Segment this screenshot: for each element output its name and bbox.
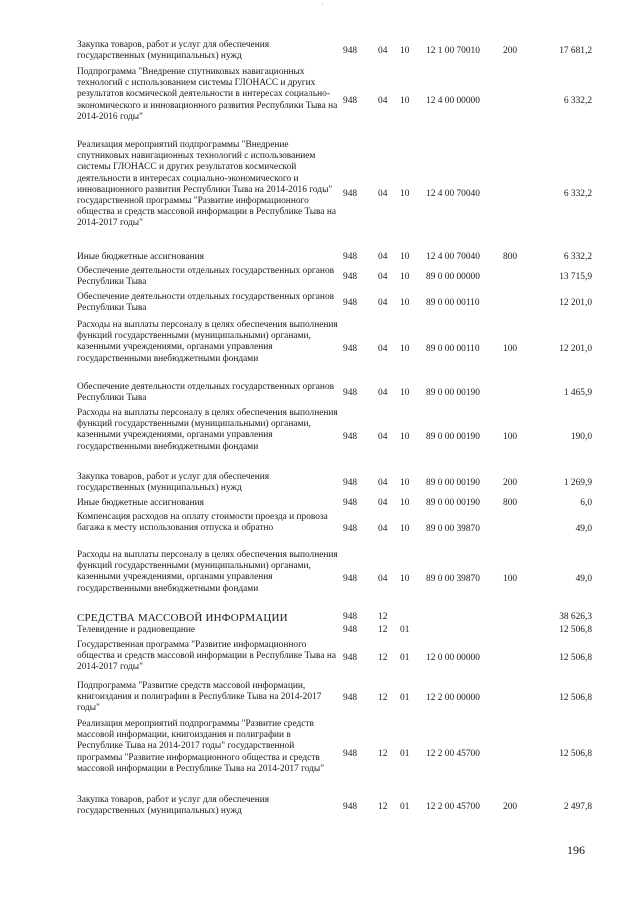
row-pr: 10 <box>400 432 410 442</box>
row-rz: 04 <box>378 96 388 106</box>
row-csr: 12 4 00 70040 <box>426 189 480 199</box>
row-name: Обеспечение деятельности отдельных государственных органов Республики Тыва <box>77 266 335 288</box>
row-csr: 89 0 00 00110 <box>426 298 480 308</box>
row-csr: 12 0 00 00000 <box>426 653 480 663</box>
row-name: Обеспечение деятельности отдельных государственных органов Республики Тыва <box>77 292 335 314</box>
row-sum: 49,0 <box>575 524 592 534</box>
row-pr: 10 <box>400 252 410 262</box>
row-vr: 200 <box>503 46 518 56</box>
row-pr: 10 <box>400 344 410 354</box>
row-ved: 948 <box>343 625 358 635</box>
row-name: Иные бюджетные ассигнования <box>77 252 204 262</box>
row-vr: 100 <box>503 432 518 442</box>
row-name: Подпрограмма "Внедрение спутниковых навигационных технологий с использованием системы ГЛОНАСС и других результатов космической деятельности в интересах социально-экономического и инновационного развития Республики Тыва на 2014-2016 годы" <box>77 67 338 122</box>
row-ved: 948 <box>343 749 358 759</box>
row-name: Государственная программа "Развитие информационного общества и средств массовой информации в Республике Тыва на 2014-2017 годы" <box>77 640 336 673</box>
row-sum: 1 465,9 <box>563 388 592 398</box>
row-ved: 948 <box>343 802 358 812</box>
row-ved: 948 <box>343 344 358 354</box>
table-row <box>0 408 640 468</box>
row-pr: 01 <box>400 625 410 635</box>
row-sum: 17 681,2 <box>559 46 592 56</box>
row-pr: 10 <box>400 478 410 488</box>
row-sum: 6,0 <box>580 498 592 508</box>
row-sum: 12 201,0 <box>559 344 592 354</box>
row-csr: 89 0 00 39870 <box>426 574 480 584</box>
row-sum: 38 626,3 <box>559 612 592 622</box>
row-csr: 89 0 00 39870 <box>426 524 480 534</box>
row-rz: 04 <box>378 189 388 199</box>
row-name: Закупка товаров, работ и услуг для обеспечения государственных (муниципальных) нужд <box>77 40 270 62</box>
row-rz: 12 <box>378 653 388 663</box>
row-rz: 12 <box>378 802 388 812</box>
row-ved: 948 <box>343 524 358 534</box>
row-sum: 6 332,2 <box>563 189 592 199</box>
row-pr: 10 <box>400 46 410 56</box>
row-vr: 200 <box>503 802 518 812</box>
row-pr: 10 <box>400 298 410 308</box>
row-name: Реализация мероприятий подпрограммы "Внедрение спутниковых навигационных технологий с использованием системы ГЛОНАСС и других результатов космической деятельности в интересах социально-экономического и инновационного развития Республики Тыва на 2014-2016 годы" государственной программы "Развитие информационного общества и средств массовой информации в Республике Тыва на 2014-2017 годы" <box>77 140 336 229</box>
row-pr: 10 <box>400 96 410 106</box>
row-sum: 1 269,9 <box>563 478 592 488</box>
row-rz: 04 <box>378 252 388 262</box>
row-ved: 948 <box>343 46 358 56</box>
row-name: Расходы на выплаты персоналу в целях обеспечения выполнения функций государственными (муниципальными) органами, казенными учреждениями, органами управления государственными внебюджетными фондами <box>77 408 338 452</box>
row-sum: 2 497,8 <box>563 802 592 812</box>
table-row <box>0 550 640 610</box>
table-row <box>0 472 640 496</box>
row-name: Реализация мероприятий подпрограммы "Развитие средств массовой информации, книгоиздания и полиграфии в Республике Тыва на 2014-2017 годы" государственной программы "Развитие информационного общества и средств массовой информации в Республике Тыва на 2014-2017 годы" <box>77 719 325 774</box>
row-csr: 89 0 00 00190 <box>426 432 480 442</box>
row-pr: 10 <box>400 574 410 584</box>
row-vr: 800 <box>503 252 518 262</box>
row-name: СРЕДСТВА МАССОВОЙ ИНФОРМАЦИИ <box>77 612 288 624</box>
row-name: Расходы на выплаты персоналу в целях обеспечения выполнения функций государственными (муниципальными) органами, казенными учреждениями, органами управления государственными внебюджетными фондами <box>77 550 338 594</box>
scan-speck <box>322 3 323 4</box>
row-name: Расходы на выплаты персоналу в целях обеспечения выполнения функций государственными (муниципальными) органами, казенными учреждениями, органами управления государственными внебюджетными фондами <box>77 320 338 364</box>
row-name: Подпрограмма "Развитие средств массовой информации, книгоиздания и полиграфии в Республике Тыва на 2014-2017 годы" <box>77 681 322 714</box>
row-sum: 12 506,8 <box>559 625 592 635</box>
row-sum: 49,0 <box>575 574 592 584</box>
row-ved: 948 <box>343 272 358 282</box>
row-ved: 948 <box>343 653 358 663</box>
row-sum: 190,0 <box>570 432 592 442</box>
row-ved: 948 <box>343 189 358 199</box>
row-name: Иные бюджетные ассигнования <box>77 498 204 508</box>
table-row <box>0 512 640 548</box>
row-pr: 01 <box>400 653 410 663</box>
row-ved: 948 <box>343 612 358 622</box>
row-rz: 04 <box>378 298 388 308</box>
table-row <box>0 719 640 791</box>
row-rz: 12 <box>378 693 388 703</box>
table-row <box>0 266 640 290</box>
table-row <box>0 40 640 64</box>
table-row <box>0 67 640 136</box>
row-pr: 10 <box>400 524 410 534</box>
row-pr: 10 <box>400 272 410 282</box>
row-vr: 200 <box>503 478 518 488</box>
row-pr: 01 <box>400 693 410 703</box>
table-row <box>0 640 640 678</box>
row-rz: 12 <box>378 749 388 759</box>
row-csr: 12 2 00 45700 <box>426 749 480 759</box>
row-vr: 800 <box>503 498 518 508</box>
row-vr: 100 <box>503 344 518 354</box>
row-ved: 948 <box>343 252 358 262</box>
row-ved: 948 <box>343 298 358 308</box>
table-row <box>0 320 640 380</box>
table-row <box>0 140 640 250</box>
row-pr: 01 <box>400 749 410 759</box>
row-csr: 89 0 00 00190 <box>426 478 480 488</box>
row-rz: 04 <box>378 498 388 508</box>
row-rz: 04 <box>378 478 388 488</box>
table-row <box>0 498 640 510</box>
row-name: Компенсация расходов на оплату стоимости проезда и провоза багажа к месту использования отпуска и обратно <box>77 512 328 534</box>
row-csr: 12 4 00 70040 <box>426 252 480 262</box>
row-csr: 89 0 00 00110 <box>426 344 480 354</box>
row-rz: 04 <box>378 432 388 442</box>
row-pr: 01 <box>400 802 410 812</box>
table-row <box>0 382 640 406</box>
row-sum: 6 332,2 <box>563 96 592 106</box>
row-rz: 04 <box>378 574 388 584</box>
row-pr: 10 <box>400 388 410 398</box>
row-sum: 12 506,8 <box>559 653 592 663</box>
row-sum: 12 506,8 <box>559 749 592 759</box>
row-ved: 948 <box>343 432 358 442</box>
row-sum: 12 201,0 <box>559 298 592 308</box>
row-rz: 04 <box>378 344 388 354</box>
row-csr: 12 4 00 00000 <box>426 96 480 106</box>
table-row <box>0 252 640 264</box>
row-name: Закупка товаров, работ и услуг для обеспечения государственных (муниципальных) нужд <box>77 795 270 817</box>
row-ved: 948 <box>343 388 358 398</box>
row-csr: 12 1 00 70010 <box>426 46 480 56</box>
table-row <box>0 292 640 316</box>
row-ved: 948 <box>343 693 358 703</box>
row-rz: 04 <box>378 46 388 56</box>
row-csr: 89 0 00 00000 <box>426 272 480 282</box>
row-sum: 13 715,9 <box>559 272 592 282</box>
row-csr: 89 0 00 00190 <box>426 498 480 508</box>
row-sum: 12 506,8 <box>559 693 592 703</box>
row-csr: 89 0 00 00190 <box>426 388 480 398</box>
row-rz: 04 <box>378 524 388 534</box>
row-name: Обеспечение деятельности отдельных государственных органов Республики Тыва <box>77 382 335 404</box>
row-ved: 948 <box>343 478 358 488</box>
row-name: Телевидение и радиовещание <box>77 625 196 635</box>
table-row <box>0 612 640 624</box>
row-ved: 948 <box>343 574 358 584</box>
page-number: 196 <box>567 843 585 857</box>
row-csr: 12 2 00 00000 <box>426 693 480 703</box>
row-rz: 04 <box>378 272 388 282</box>
row-sum: 6 332,2 <box>563 252 592 262</box>
row-ved: 948 <box>343 96 358 106</box>
row-ved: 948 <box>343 498 358 508</box>
table-row <box>0 681 640 717</box>
row-rz: 04 <box>378 388 388 398</box>
row-vr: 100 <box>503 574 518 584</box>
table-row <box>0 795 640 821</box>
row-csr: 12 2 00 45700 <box>426 802 480 812</box>
row-pr: 10 <box>400 189 410 199</box>
table-row <box>0 625 640 637</box>
row-pr: 10 <box>400 498 410 508</box>
row-name: Закупка товаров, работ и услуг для обеспечения государственных (муниципальных) нужд <box>77 472 270 494</box>
row-rz: 12 <box>378 612 388 622</box>
row-rz: 12 <box>378 625 388 635</box>
